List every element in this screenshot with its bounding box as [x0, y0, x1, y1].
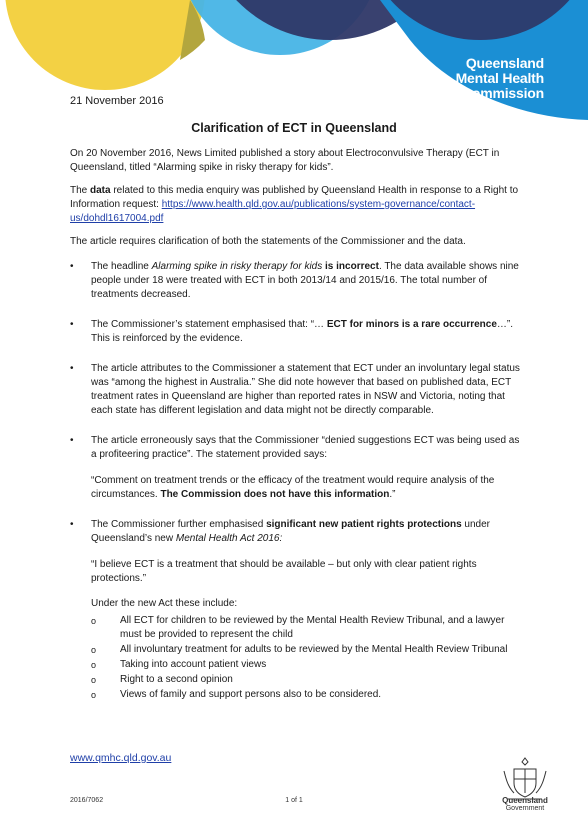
- page-number: 1 of 1: [285, 797, 303, 804]
- list-item: • The article attributes to the Commissioner a statement that ECT under an involuntary legal status was “among the highest in Australia.” She did note however that based on published data, ECT treatment rates in Queensland are higher than reported rates in NSW and Victoria, noting that each state has different legislation and data might not be directly comparable.: [70, 362, 522, 418]
- p2-post: related to this media enquiry was published by Queensland Health in response to a Right to Information request:: [70, 185, 519, 210]
- gov-line-2: Government: [505, 805, 545, 812]
- b4-quote-post: .”: [389, 489, 396, 500]
- protections-list: [91, 614, 522, 702]
- gov-line-1: Queensland: [502, 796, 548, 805]
- b1-bold: is incorrect: [322, 261, 379, 272]
- b4-quote: [91, 474, 522, 502]
- clarification-list: [70, 260, 522, 702]
- p2-bold: data: [90, 185, 111, 196]
- b5-under: Under the new Act these include:: [91, 598, 238, 609]
- document-date: 21 November 2016: [70, 95, 164, 107]
- b5-quote: “I believe ECT is a treatment that should be available – but only with clear patient rights protections.”: [91, 559, 477, 584]
- list-item: [70, 318, 522, 346]
- b5-italic: Mental Health Act 2016:: [175, 533, 283, 544]
- b5-bold: significant new patient rights protections: [266, 519, 462, 530]
- list-item: [70, 518, 522, 702]
- b2-bold: ECT for minors is a rare occurrence: [326, 319, 497, 330]
- rti-document-link[interactable]: https://www.health.qld.gov.au/publications/system-governance/contact-us/dohdl1617004.pdf: [70, 199, 476, 224]
- sub-list-item: o All ECT for children to be reviewed by the Mental Health Review Tribunal, and a lawyer must be provided to represent the child: [91, 614, 522, 642]
- b5-mid: under Queensland’s new: [91, 519, 491, 544]
- sub-list-item: o All involuntary treatment for adults to be reviewed by the Mental Health Review Tribunal: [91, 643, 522, 657]
- sub-list-item: o Right to a second opinion: [91, 673, 522, 687]
- b4-quote-bold: The Commission does not have this information: [160, 489, 390, 500]
- list-item: [70, 434, 522, 502]
- logo-line-1: Queensland: [465, 55, 544, 71]
- b1-post: . The data available shows nine people under 18 were treated with ECT in both 2013/14 and 2015/16. The total number of treatments decreased.: [91, 261, 519, 300]
- sub-list-item: o Views of family and support persons also to be considered.: [91, 688, 522, 702]
- list-item: [70, 260, 522, 302]
- logo-line-2: Mental Health: [455, 70, 544, 86]
- intro-paragraph-1: On 20 November 2016, News Limited published a story about Electroconvulsive Therapy (ECT in Queensland, titled “Alarming spike in risky therapy for kids”.: [70, 148, 500, 173]
- document-reference: 2016/7062: [70, 797, 104, 804]
- queensland-government-logo: [496, 797, 554, 813]
- b2-pre: The Commissioner’s statement emphasised that: “…: [91, 319, 327, 330]
- website-link[interactable]: www.qmhc.qld.gov.au: [70, 752, 172, 764]
- p2-pre: The: [70, 185, 91, 196]
- commission-logo: [456, 56, 544, 101]
- logo-line-3: Commission: [461, 85, 544, 101]
- document-body: [70, 147, 522, 703]
- document-title: Clarification of ECT in Queensland: [191, 121, 397, 135]
- b4-text: • The article erroneously says that the Commissioner “denied suggestions ECT was being used as a profiteering practice”. The statement provided says:: [91, 435, 520, 460]
- b1-italic: Alarming spike in risky therapy for kids: [151, 261, 323, 272]
- sub-list-item: o Taking into account patient views: [91, 658, 522, 672]
- b1-pre: The headline: [91, 261, 152, 272]
- intro-paragraph-3: The article requires clarification of both the statements of the Commissioner and the data.: [70, 236, 466, 247]
- b4-quote-pre: “Comment on treatment trends or the efficacy of the treatment would require analysis of the circumstances.: [91, 475, 495, 500]
- b5-pre: The Commissioner further emphasised: [91, 519, 267, 530]
- b2-post: …”. This is reinforced by the evidence.: [91, 319, 514, 344]
- intro-paragraph-2: [70, 184, 522, 226]
- b5-text: [91, 518, 522, 546]
